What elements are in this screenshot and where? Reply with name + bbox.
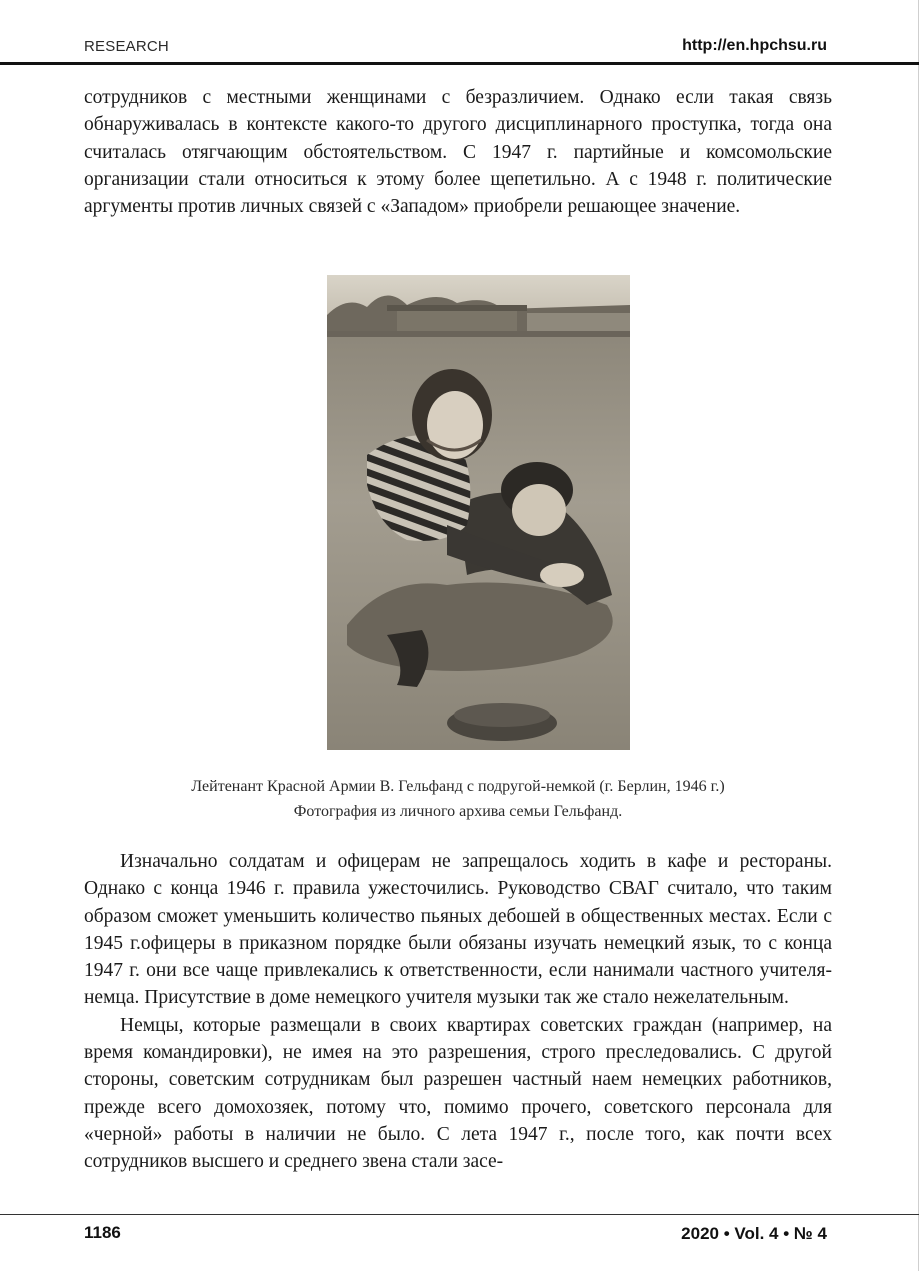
issue-info: 2020 • Vol. 4 • № 4 — [681, 1224, 827, 1243]
page-number: 1186 — [84, 1223, 121, 1242]
journal-url[interactable]: http://en.hpchsu.ru — [682, 37, 827, 54]
caption-line-1: Лейтенант Красной Армии В. Гельфанд с подругой-немкой (г. Берлин, 1946 г.) — [191, 778, 725, 795]
caption-line-2: Фотография из личного архива семьи Гельфанд. — [293, 803, 623, 820]
section-label: RESEARCH — [84, 38, 169, 55]
archival-photograph — [327, 275, 630, 750]
body-text-top — [84, 84, 832, 220]
header-rule — [0, 62, 919, 65]
footer-rule — [0, 1214, 919, 1215]
figure-caption — [84, 774, 832, 824]
body-text-bottom — [84, 848, 832, 1176]
paragraph: сотрудников с местными женщинами с безразличием. Однако если такая связь обнаруживалась в контексте какого-то другого дисциплинарного проступка, тогда она считалась отягчающим обстоятельством. С 1947 г. партийные и комсомольские организации стали относиться к этому более щепетильно. А с 1948 г. политические аргументы против личных связей с «Западом» приобрели решающее значение. — [84, 87, 832, 218]
page-header — [84, 36, 827, 58]
paragraph: Изначально солдатам и офицерам не запрещалось ходить в кафе и рестораны. Однако с конца 1946 г. правила ужесточились. Руководство СВАГ считало, что таким образом сможет уменьшить количество пьяных дебошей в общественных местах. Если с 1945 г.офицеры в приказном порядке были обязаны изучать немецкий язык, то с конца 1947 г. они все чаще привлекались к ответственности, если нанимали частного учителя-немца. Присутствие в доме немецкого учителя музыки так же стало нежелательным. — [84, 851, 832, 1009]
paragraph: Немцы, которые размещали в своих квартирах советских граждан (например, на время командировки), не имея на это разрешения, строго преследовались. С другой стороны, советским сотрудникам был разрешен частный наем немецких работников, прежде всего домохозяек, потому что, помимо прочего, советского персонала для «черной» работы в наличии не было. С лета 1947 г., после того, как почти всех сотрудников высшего и среднего звена стали засе- — [84, 1014, 832, 1173]
page-footer — [84, 1220, 827, 1244]
